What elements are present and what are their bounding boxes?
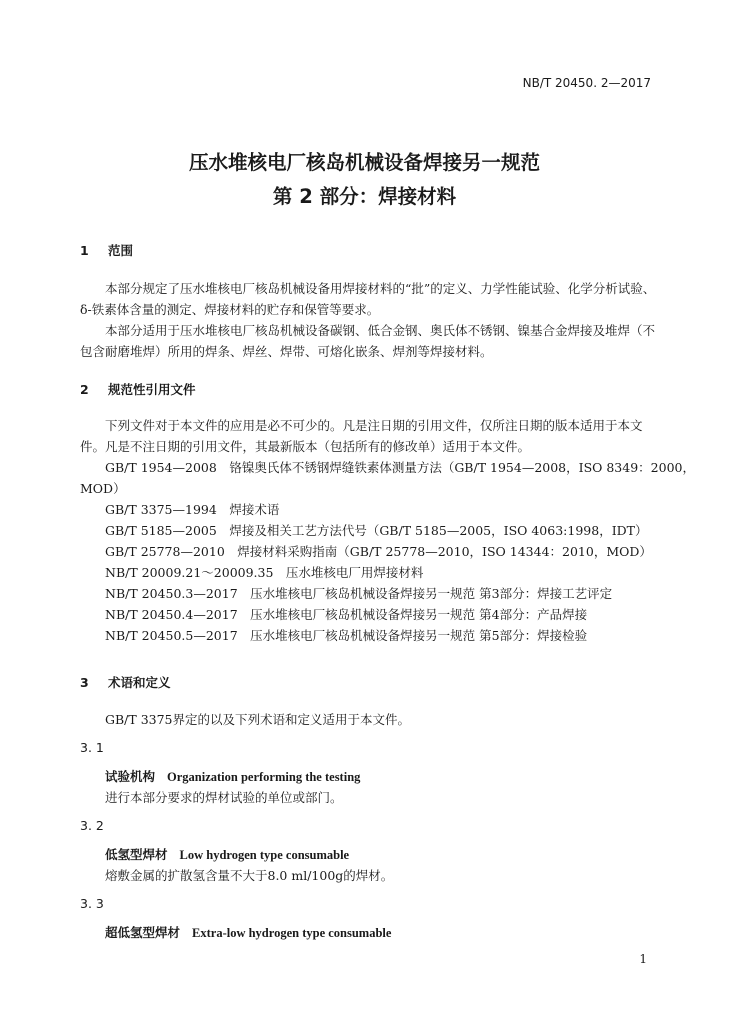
section-title: 术语和定义 [108,675,171,690]
paragraph-line: GB/T 3375界定的以及下列术语和定义适用于本文件。 [105,712,411,727]
paragraph-line: 下列文件对于本文件的应用是必不可少的。凡是注日期的引用文件，仅所注日期的版本适用于本文 [105,418,643,433]
paragraph-line: 包含耐磨堆焊）所用的焊条、焊丝、焊带、可熔化嵌条、焊剂等焊接材料。 [80,344,493,359]
term-heading [105,767,360,785]
standard-code: NB/T 20450. 2—2017 [522,76,651,90]
term-heading [105,845,349,863]
reference-item: NB/T 20450.5—2017 压水堆核电厂核岛机械设备焊接另一规范 第5部分：焊接检验 [105,628,588,643]
section-number: 1 [80,243,89,258]
paragraph-line: 本部分适用于压水堆核电厂核岛机械设备碳钢、低合金钢、奥氏体不锈钢、镍基合金焊接及堆焊（不 [105,323,656,338]
paragraph-line: 本部分规定了压水堆核电厂核岛机械设备用焊接材料的“批”的定义、力学性能试验、化学分析试验、 [105,281,656,296]
section-title: 范围 [108,243,134,258]
term-cn: 试验机构 [105,769,156,784]
term-en: Low hydrogen type consumable [179,848,350,862]
term-cn: 超低氢型焊材 [105,925,181,940]
page-number: 1 [639,952,647,966]
subsection-number: 3. 1 [80,740,104,755]
reference-item: GB/T 25778—2010 焊接材料采购指南（GB/T 25778—2010，ISO 14344：2010，MOD） [105,544,652,559]
section-2-heading [80,380,196,398]
reference-item: MOD） [80,481,126,496]
term-heading [105,923,391,941]
term-definition: 熔敷金属的扩散氢含量不大于8.0 ml/100g的焊材。 [105,868,394,883]
term-definition: 进行本部分要求的焊材试验的单位或部门。 [105,790,343,805]
reference-item: NB/T 20009.21～20009.35 压水堆核电厂用焊接材料 [105,565,424,580]
document-title: 压水堆核电厂核岛机械设备焊接另一规范 [188,151,540,174]
reference-item: GB/T 3375—1994 焊接术语 [105,502,280,517]
term-en: Organization performing the testing [167,770,361,784]
paragraph-line: 件。凡是不注日期的引用文件，其最新版本（包括所有的修改单）适用于本文件。 [80,439,531,454]
section-3-heading [80,673,171,691]
subsection-number: 3. 2 [80,818,104,833]
term-cn: 低氢型焊材 [105,847,168,862]
term-en: Extra-low hydrogen type consumable [192,926,392,940]
section-1-heading [80,241,133,259]
reference-item: GB/T 1954—2008 铬镍奥氏体不锈钢焊缝铁素体测量方法（GB/T 1954—2008，ISO 8349：2000， [105,460,695,475]
document-subtitle: 第 2 部分：焊接材料 [272,185,457,208]
subsection-number: 3. 3 [80,896,104,911]
section-number: 2 [80,382,89,397]
section-title: 规范性引用文件 [108,382,196,397]
section-number: 3 [80,675,89,690]
reference-item: GB/T 5185—2005 焊接及相关工艺方法代号（GB/T 5185—2005，ISO 4063:1998，IDT） [105,523,648,538]
paragraph-line: δ-铁素体含量的测定、焊接材料的贮存和保管等要求。 [80,302,380,317]
reference-item: NB/T 20450.3—2017 压水堆核电厂核岛机械设备焊接另一规范 第3部分：焊接工艺评定 [105,586,613,601]
reference-item: NB/T 20450.4—2017 压水堆核电厂核岛机械设备焊接另一规范 第4部分：产品焊接 [105,607,588,622]
